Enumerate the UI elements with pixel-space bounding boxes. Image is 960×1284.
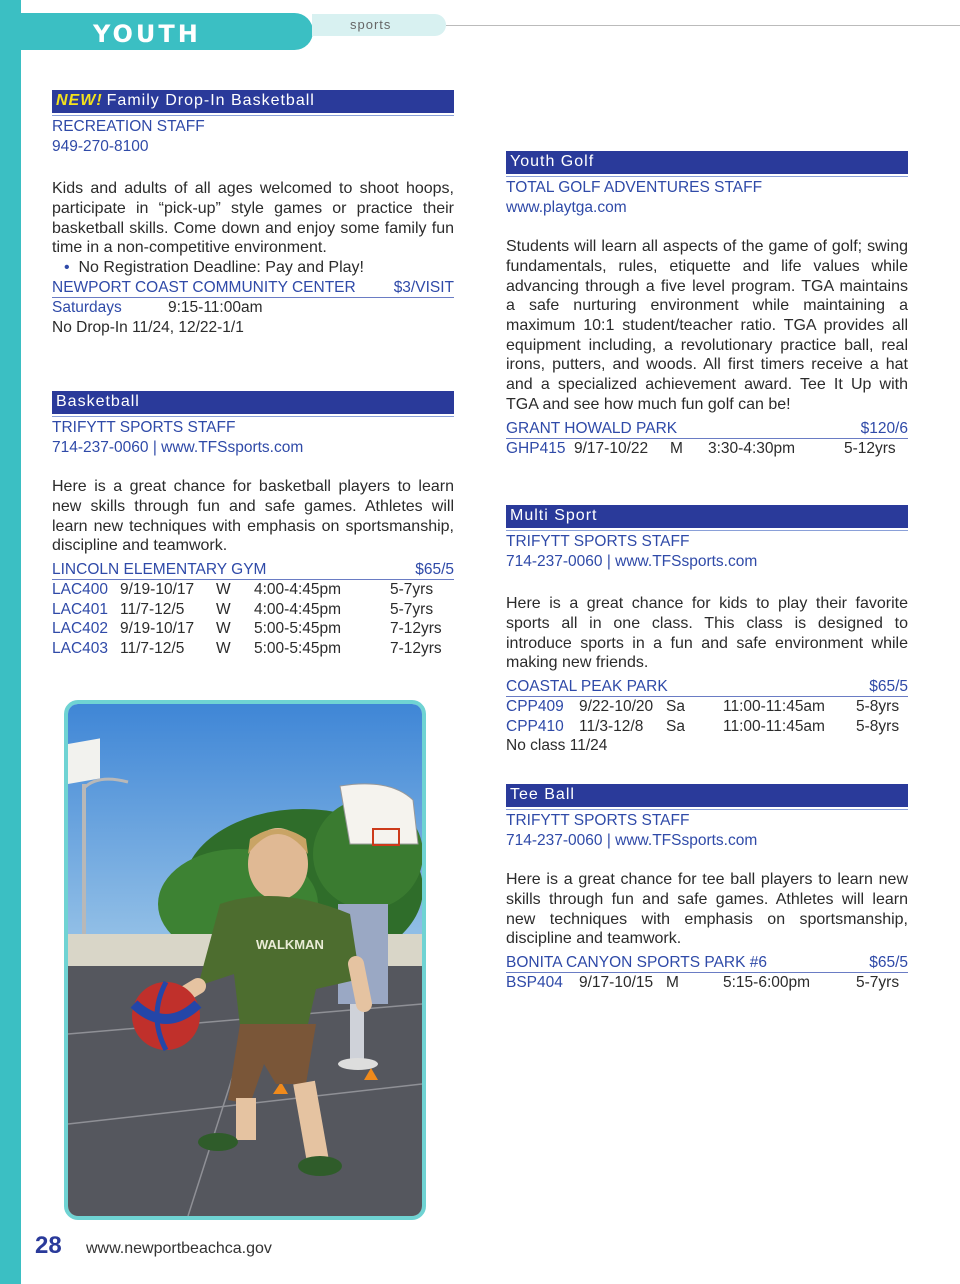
schedule-note: No Drop-In 11/24, 12/22-1/1 <box>52 318 244 336</box>
class-row <box>506 973 908 993</box>
youth-golf-section <box>506 151 908 458</box>
class-time: 3:30-4:30pm <box>708 439 796 457</box>
bullet-item: • No Registration Deadline: Pay and Play! <box>64 259 364 276</box>
class-row <box>506 697 908 717</box>
class-row <box>52 580 454 600</box>
location-name: GRANT HOWALD PARK <box>506 419 678 437</box>
class-time: 4:00-4:45pm <box>254 581 342 598</box>
class-day: W <box>216 581 231 598</box>
class-age: 5-7yrs <box>856 974 900 991</box>
kid-basketball-photo <box>64 700 426 1220</box>
section-title: Tee Ball <box>506 784 908 807</box>
class-row <box>506 439 908 459</box>
section-title <box>52 90 454 113</box>
location-line <box>506 419 908 439</box>
description: Here is a great chance for basketball players to learn new skills through fun and safe games. Athletes will learn new techniques with emphasis on sportsmanship, discipline and teamwork. <box>52 478 454 555</box>
location-name: LINCOLN ELEMENTARY GYM <box>52 561 267 578</box>
schedule-row <box>52 298 454 318</box>
class-day: W <box>216 639 231 657</box>
class-age: 5-7yrs <box>390 581 434 598</box>
section-title: Youth Golf <box>506 151 908 174</box>
family-basketball-section <box>52 90 454 337</box>
schedule-day: Saturdays <box>52 299 122 316</box>
class-row <box>52 619 454 639</box>
contact-line: 714-237-0060 | www.TFSsports.com <box>52 438 304 456</box>
class-time: 5:00-5:45pm <box>254 620 342 638</box>
website: www.playtga.com <box>506 198 627 216</box>
class-dates: 9/19-10/17 <box>120 620 195 638</box>
category-pill <box>312 14 446 36</box>
class-code: LAC401 <box>52 600 109 618</box>
price: $65/5 <box>415 561 454 578</box>
contact-line: 714-237-0060 | www.TFSsports.com <box>506 831 758 849</box>
description: Kids and adults of all ages welcomed to shoot hoops, participate in “pick-up” style games or practice their basketball skills. Come down and enjoy some family fun time in a non-competitive environment. <box>52 180 454 257</box>
class-day: Sa <box>666 717 685 735</box>
class-dates: 9/19-10/17 <box>120 581 195 598</box>
schedule-note: No class 11/24 <box>506 737 608 755</box>
location-line <box>506 677 908 697</box>
class-time: 5:00-5:45pm <box>254 639 342 657</box>
tee-ball-section <box>506 784 908 993</box>
class-row <box>52 639 454 659</box>
new-badge: NEW! <box>56 92 103 109</box>
location-name: NEWPORT COAST COMMUNITY CENTER <box>52 279 356 296</box>
class-day: M <box>670 439 683 457</box>
left-color-bar <box>0 0 21 1284</box>
location-line <box>52 278 454 298</box>
class-dates: 11/7-12/5 <box>120 639 185 657</box>
class-age: 5-12yrs <box>844 439 896 457</box>
class-code: CPP409 <box>506 698 564 715</box>
price: $120/6 <box>860 419 908 437</box>
location-name: COASTAL PEAK PARK <box>506 678 668 695</box>
class-age: 5-7yrs <box>390 600 434 618</box>
class-code: LAC402 <box>52 620 109 638</box>
shirt-print-text: WALKMAN <box>256 937 324 952</box>
class-day: W <box>216 600 231 618</box>
location-line <box>506 953 908 973</box>
phone-number: 949-270-8100 <box>52 137 149 155</box>
class-day: M <box>666 974 679 991</box>
class-time: 11:00-11:45am <box>723 717 825 735</box>
price: $65/5 <box>869 954 908 971</box>
class-code: GHP415 <box>506 439 566 457</box>
class-code: LAC400 <box>52 581 109 598</box>
class-age: 5-8yrs <box>856 698 900 715</box>
class-time: 4:00-4:45pm <box>254 600 342 618</box>
class-age: 5-8yrs <box>856 717 900 735</box>
class-row <box>506 717 908 737</box>
location-name: BONITA CANYON SPORTS PARK #6 <box>506 954 767 971</box>
class-age: 7-12yrs <box>390 639 442 657</box>
class-day: Sa <box>666 698 685 715</box>
class-time: 5:15-6:00pm <box>723 974 811 991</box>
class-code: CPP410 <box>506 717 564 735</box>
class-dates: 9/17-10/15 <box>579 974 654 991</box>
staff-label: TRIFYTT SPORTS STAFF <box>506 533 690 550</box>
section-title: Basketball <box>52 391 454 414</box>
staff-label: TRIFYTT SPORTS STAFF <box>52 419 236 436</box>
price: $3/VISIT <box>393 279 454 296</box>
photo-illustration <box>68 704 422 1216</box>
description: Here is a great chance for kids to play their favorite sports all in one class. This class is designed to introduce sports in a fun and safe environment while making new friends. <box>506 595 908 672</box>
header-rule <box>446 25 960 26</box>
section-tab-label: YOUTH <box>93 20 201 48</box>
class-age: 7-12yrs <box>390 620 442 638</box>
class-code: LAC403 <box>52 639 109 657</box>
basketball-section <box>52 391 454 658</box>
page-number: 28 <box>35 1232 62 1259</box>
price: $65/5 <box>869 678 908 695</box>
location-line <box>52 560 454 580</box>
multi-sport-section <box>506 505 908 756</box>
contact-line: 714-237-0060 | www.TFSsports.com <box>506 552 758 570</box>
class-dates: 11/3-12/8 <box>579 717 644 735</box>
staff-label: TOTAL GOLF ADVENTURES STAFF <box>506 179 763 196</box>
class-dates: 9/17-10/22 <box>574 439 649 457</box>
description: Students will learn all aspects of the game of golf; swing fundamentals, rules, etiquette and life values while advancing through a five level program. TGA maintains a safe nurturing environment while maintaining a maximum 10:1 student/teacher ratio. TGA provides all equipment including, a revolutionary practice ball, real irons, putters, and woods. All first timers receive a hat and a specialized achievement award. Tee It Up with TGA and see how much fun golf can be! <box>506 238 908 413</box>
section-title-text: Family Drop-In Basketball <box>106 92 315 109</box>
schedule-time: 9:15-11:00am <box>168 299 263 316</box>
section-tab <box>21 13 313 50</box>
class-dates: 11/7-12/5 <box>120 600 185 618</box>
description: Here is a great chance for tee ball players to learn new skills through fun and safe games. Athletes will learn new techniques with emphasis on sportsmanship, discipline and teamwork. <box>506 871 908 948</box>
class-time: 11:00-11:45am <box>723 698 825 715</box>
bullet-text: No Registration Deadline: Pay and Play! <box>78 259 364 276</box>
category-label: sports <box>350 17 392 32</box>
class-code: BSP404 <box>506 974 563 991</box>
footer-website: www.newportbeachca.gov <box>86 1240 272 1257</box>
class-dates: 9/22-10/20 <box>579 698 654 715</box>
class-row <box>52 600 454 620</box>
staff-label: TRIFYTT SPORTS STAFF <box>506 812 690 829</box>
staff-label: RECREATION STAFF <box>52 118 205 135</box>
class-day: W <box>216 620 231 638</box>
section-title: Multi Sport <box>506 505 908 528</box>
